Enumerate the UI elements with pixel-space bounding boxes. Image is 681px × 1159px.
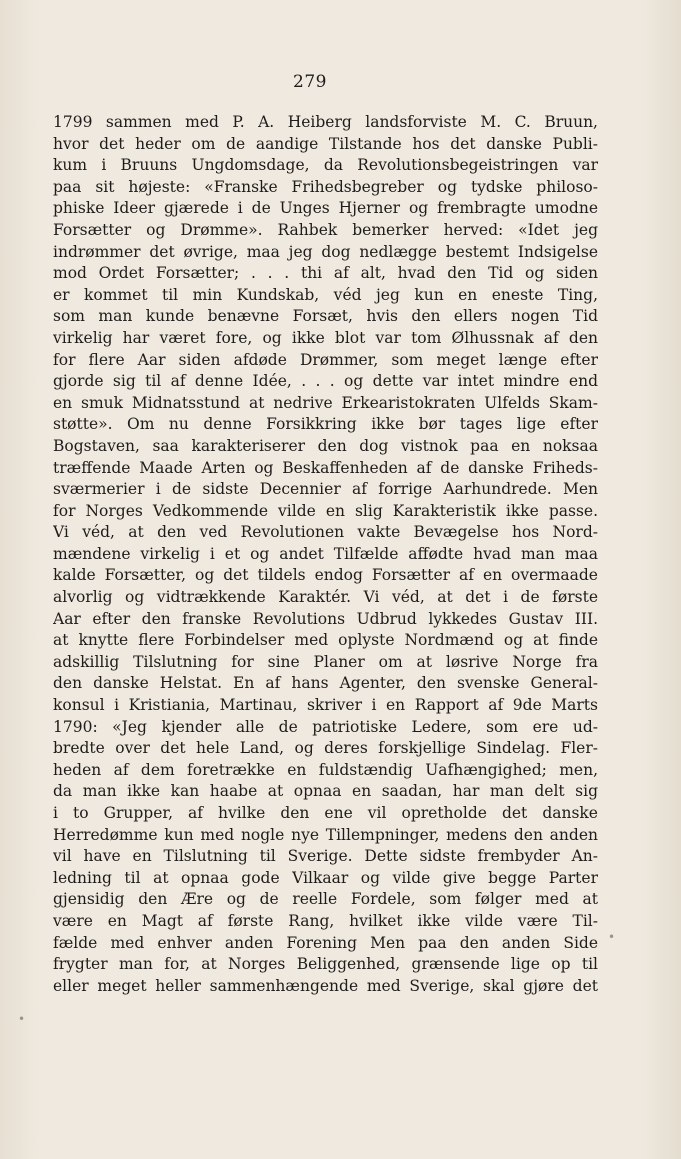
text-line: gjensidig den Ære og de reelle Fordele, som følger med at — [53, 890, 598, 909]
text-line: være en Magt af første Rang, hvilket ikke vilde være Til- — [53, 911, 598, 930]
text-line: heden af dem foretrække en fuldstændig Uafhængighed; men, — [53, 760, 598, 779]
text-line: bredte over det hele Land, og deres forskjellige Sindelag. Fler- — [53, 739, 598, 758]
text-line: som man kunde benævne Forsæt, hvis den ellers nogen Tid — [53, 307, 598, 326]
text-line: 1790: «Jeg kjender alle de patriotiske Ledere, som ere ud- — [53, 717, 598, 736]
page-number: 279 — [293, 72, 327, 92]
text-line: hvor det heder om de aandige Tilstande hos det danske Publi- — [53, 134, 598, 153]
text-line: sværmerier i de sidste Decennier af forrige Aarhundrede. Men — [53, 480, 598, 499]
text-line: træffende Maade Arten og Beskaffenheden af de danske Friheds- — [53, 458, 598, 477]
text-line: Herredømme kun med nogle nye Tillempninger, medens den anden — [53, 825, 598, 844]
text-line: for flere Aar siden afdøde Drømmer, som meget længe efter — [53, 350, 598, 369]
text-line: at knytte flere Forbindelser med oplyste Nordmænd og at finde — [53, 631, 598, 650]
text-line: en smuk Midnatsstund at nedrive Erkearistokraten Ulfelds Skam- — [53, 393, 598, 412]
text-line: adskillig Tilslutning for sine Planer om at løsrive Norge fra — [53, 652, 598, 671]
text-line: gjorde sig til af denne Idée, . . . og dette var intet mindre end — [53, 372, 598, 391]
text-line: Bogstaven, saa karakteriserer den dog vistnok paa en noksaa — [53, 436, 598, 455]
body-text — [53, 112, 598, 997]
text-line: fælde med enhver anden Forening Men paa den anden Side — [53, 933, 598, 952]
text-line: Aar efter den franske Revolutions Udbrud lykkedes Gustav III. — [53, 609, 598, 628]
margin-speck: • — [608, 930, 616, 944]
text-line: er kommet til min Kundskab, véd jeg kun en eneste Ting, — [53, 285, 598, 304]
text-line: kalde Forsætter, og det tildels endog Forsætter af en overmaade — [53, 566, 598, 585]
text-line: eller meget heller sammenhængende med Sverige, skal gjøre det — [53, 976, 598, 995]
text-line: den danske Helstat. En af hans Agenter, den svenske General- — [53, 674, 598, 693]
text-line: vil have en Tilslutning til Sverige. Dette sidste frembyder An- — [53, 847, 598, 866]
text-line: mod Ordet Forsætter; . . . thi af alt, hvad den Tid og siden — [53, 264, 598, 283]
text-line: for Norges Vedkommende vilde en slig Karakteristik ikke passe. — [53, 501, 598, 520]
text-line: indrømmer det øvrige, maa jeg dog nedlægge bestemt Indsigelse — [53, 242, 598, 261]
text-line: Forsætter og Drømme». Rahbek bemerker herved: «Idet jeg — [53, 220, 598, 239]
text-line: da man ikke kan haabe at opnaa en saadan, har man delt sig — [53, 782, 598, 801]
text-line: alvorlig og vidtrækkende Karaktér. Vi véd, at det i de første — [53, 588, 598, 607]
text-line: frygter man for, at Norges Beliggenhed, grænsende lige op til — [53, 955, 598, 974]
text-line: støtte». Om nu denne Forsikkring ikke bør tages lige efter — [53, 415, 598, 434]
text-line: mændene virkelig i et og andet Tilfælde affødte hvad man maa — [53, 544, 598, 563]
text-line: konsul i Kristiania, Martinau, skriver i en Rapport af 9de Marts — [53, 696, 598, 715]
text-line: i to Grupper, af hvilke den ene vil opretholde det danske — [53, 804, 598, 822]
text-line: paa sit højeste: «Franske Frihedsbegreber og tydske philoso- — [53, 177, 598, 196]
text-line: Vi véd, at den ved Revolutionen vakte Bevægelse hos Nord- — [53, 523, 598, 542]
text-line: ledning til at opnaa gode Vilkaar og vilde give begge Parter — [53, 868, 598, 887]
text-line: virkelig har været fore, og ikke blot var tom Ølhussnak af den — [53, 328, 598, 347]
margin-speck: • — [18, 1012, 26, 1026]
text-line: kum i Bruuns Ungdomsdage, da Revolutionsbegeistringen var — [53, 156, 598, 175]
text-line: phiske Ideer gjærede i de Unges Hjerner og frembragte umodne — [53, 199, 598, 218]
text-line: 1799 sammen med P. A. Heiberg landsforviste M. C. Bruun, — [53, 113, 598, 131]
